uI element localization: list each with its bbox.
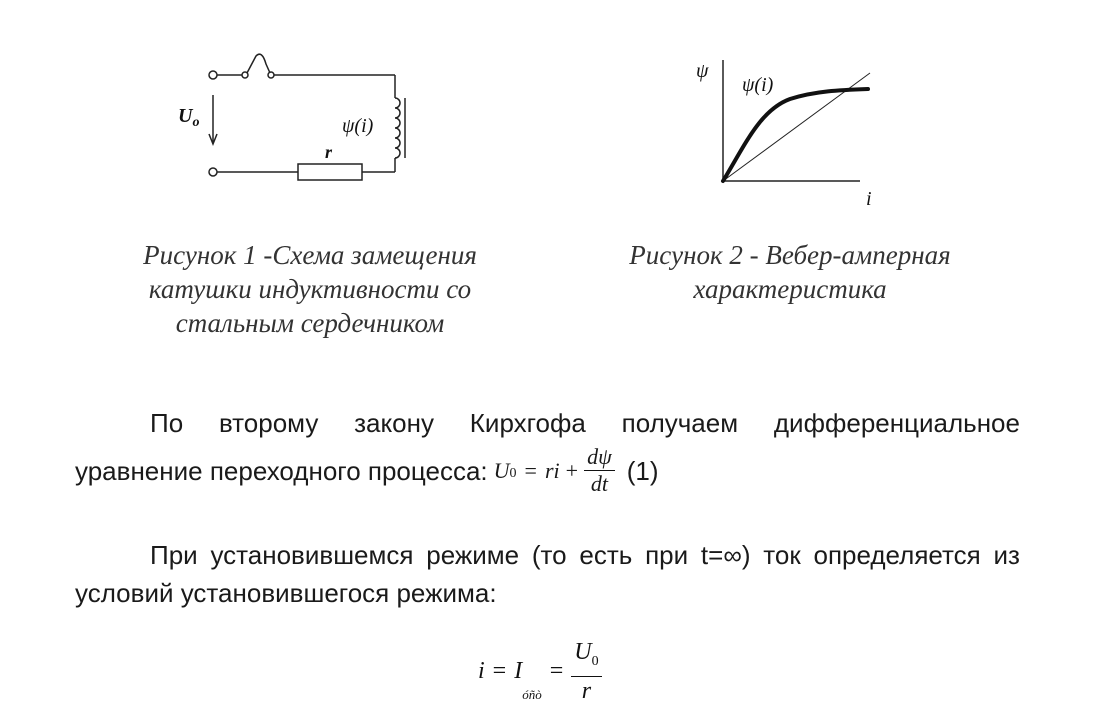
paragraph1-line1 — [75, 404, 1020, 442]
eq1-fraction — [584, 444, 615, 497]
figure1-caption-line1: Рисунок 1 -Схема замещения — [143, 240, 477, 270]
word: закону — [354, 408, 434, 438]
paragraph1-line2-text: уравнение переходного процесса: — [75, 455, 488, 486]
resistor — [298, 164, 362, 180]
eq2-numerator-sub: 0 — [591, 653, 599, 669]
eq1-numerator: dψ — [584, 444, 615, 471]
word: При — [150, 540, 198, 570]
eq1-term: ri — [544, 457, 560, 483]
word: дифференциальное — [773, 408, 1020, 438]
psi-curve — [723, 89, 868, 181]
y-axis-label: ψ — [696, 60, 709, 82]
eq1-equals: = — [524, 457, 537, 483]
word: второму — [218, 408, 319, 438]
switch-blade — [247, 54, 270, 73]
word: получаем — [621, 408, 739, 438]
eq1-lhs-sub: 0 — [509, 466, 517, 481]
equation2 — [478, 638, 602, 705]
figure2-caption — [590, 238, 990, 306]
paragraph2-line1 — [75, 536, 1020, 574]
word: из — [993, 540, 1020, 570]
paragraph1-line2 — [75, 444, 1020, 497]
word: при — [645, 540, 689, 570]
word: установившемся — [210, 540, 414, 570]
word: ток — [763, 540, 801, 570]
eq2-fraction — [571, 638, 601, 705]
word: есть — [579, 540, 633, 570]
eq1-denominator: dt — [590, 471, 608, 496]
eq1-number: (1) — [626, 455, 659, 486]
paragraph-steady-state — [75, 536, 1020, 612]
word: определяется — [813, 540, 981, 570]
word-t-infinity: t=∞) — [700, 540, 751, 570]
equation1 — [494, 444, 659, 497]
word: По — [150, 408, 184, 438]
switch-contact-right — [268, 72, 274, 78]
figure1-caption — [110, 238, 510, 340]
voltage-label: $U_o$ — [178, 105, 200, 130]
figure2-weber-ampere-chart — [690, 55, 890, 215]
figure1-caption-line3: стальным сердечником — [175, 308, 445, 338]
eq2-denominator: r — [581, 677, 592, 704]
curve-label: ψ(i) — [742, 74, 774, 96]
word: Кирхгофа — [469, 408, 586, 438]
resistor-label: r — [325, 142, 333, 162]
eq2-I: I — [514, 657, 523, 684]
eq2-I-sub: óñò — [522, 686, 542, 702]
eq2-numerator-U: U — [574, 639, 592, 665]
word: режиме — [426, 540, 520, 570]
inductor-coil — [395, 98, 400, 158]
paragraph-kirchhoff — [75, 404, 1020, 497]
eq2-equals1: = — [492, 657, 507, 684]
eq2-equals2: = — [549, 657, 564, 684]
word: (то — [531, 540, 567, 570]
figure1-caption-line2: катушки индуктивности со — [148, 274, 472, 304]
eq2-numerator — [571, 638, 601, 677]
top-terminal — [209, 71, 217, 79]
eq1-plus: + — [565, 457, 579, 483]
eq2-lhs: i — [478, 657, 485, 684]
figure2-caption-line1: Рисунок 2 - Вебер-амперная — [629, 240, 951, 270]
x-axis-label: i — [866, 188, 872, 210]
paragraph2-line2: условий установившегося режима: — [75, 578, 497, 608]
figure2-caption-line2: характеристика — [693, 274, 887, 304]
bottom-terminal — [209, 168, 217, 176]
eq1-lhs: U — [493, 457, 510, 483]
inductance-label: ψ(i) — [342, 115, 374, 137]
figure1-circuit-diagram — [170, 40, 430, 200]
